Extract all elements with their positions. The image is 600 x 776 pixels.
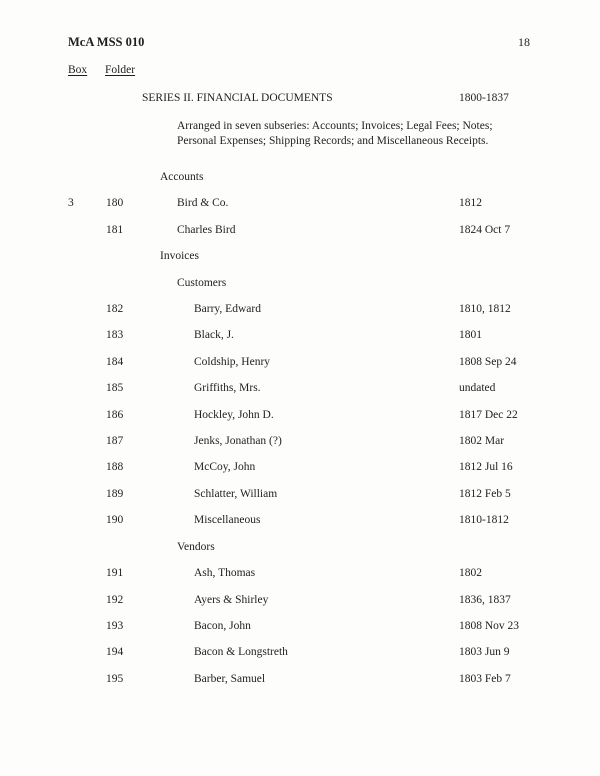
folder-date: 1802 Mar bbox=[459, 435, 505, 448]
folder-row bbox=[0, 514, 600, 540]
folder-number: 183 bbox=[106, 329, 124, 342]
folder-row bbox=[0, 197, 600, 223]
folder-date: 1801 bbox=[459, 329, 482, 342]
folder-number: 191 bbox=[106, 567, 124, 580]
folder-date: undated bbox=[459, 382, 496, 395]
folder-number: 180 bbox=[106, 197, 124, 210]
folder-title: Jenks, Jonathan (?) bbox=[194, 435, 282, 448]
folder-title: Griffiths, Mrs. bbox=[194, 382, 261, 395]
folder-title: Barry, Edward bbox=[194, 303, 261, 316]
folder-row bbox=[0, 303, 600, 329]
folder-number: 188 bbox=[106, 461, 124, 474]
folder-date: 1836, 1837 bbox=[459, 593, 511, 606]
folder-date: 1808 Sep 24 bbox=[459, 355, 517, 368]
folder-title: Bird & Co. bbox=[177, 197, 229, 210]
folder-title: Black, J. bbox=[194, 329, 234, 342]
folder-date: 1812 bbox=[459, 197, 482, 210]
subseries-heading-row bbox=[0, 250, 600, 276]
folder-number: 186 bbox=[106, 408, 124, 421]
folder-row bbox=[0, 646, 600, 672]
subseries-heading-row bbox=[0, 171, 600, 197]
folder-date: 1817 Dec 22 bbox=[459, 408, 518, 421]
folder-row bbox=[0, 329, 600, 355]
folder-number: 182 bbox=[106, 303, 124, 316]
folder-row bbox=[0, 594, 600, 620]
subseries-heading-row bbox=[0, 277, 600, 303]
folder-title: Coldship, Henry bbox=[194, 355, 271, 368]
folder-title: Barber, Samuel bbox=[194, 672, 266, 685]
folder-number: 187 bbox=[106, 435, 124, 448]
subseries-heading: Customers bbox=[177, 276, 227, 289]
series-arrangement-note bbox=[177, 119, 493, 149]
folder-title: Ash, Thomas bbox=[194, 567, 256, 580]
folder-number: 185 bbox=[106, 382, 124, 395]
folder-title: Bacon & Longstreth bbox=[194, 646, 288, 659]
folder-title: Schlatter, William bbox=[194, 487, 278, 500]
folder-row bbox=[0, 620, 600, 646]
folder-number: 193 bbox=[106, 619, 124, 632]
folder-number: 194 bbox=[106, 646, 124, 659]
folder-row bbox=[0, 409, 600, 435]
subseries-heading: Vendors bbox=[177, 540, 215, 553]
box-number: 3 bbox=[68, 197, 74, 210]
folder-title: Ayers & Shirley bbox=[194, 593, 269, 606]
folder-title: McCoy, John bbox=[194, 461, 256, 474]
folder-number: 195 bbox=[106, 672, 124, 685]
folder-date: 1808 Nov 23 bbox=[459, 619, 520, 632]
collection-id: McA MSS 010 bbox=[68, 35, 145, 49]
folder-title: Miscellaneous bbox=[194, 514, 261, 527]
folder-list bbox=[0, 171, 600, 699]
folder-number: 184 bbox=[106, 355, 124, 368]
subseries-heading-row bbox=[0, 541, 600, 567]
folder-row bbox=[0, 488, 600, 514]
folder-row bbox=[0, 356, 600, 382]
folder-row bbox=[0, 224, 600, 250]
folder-date: 1802 bbox=[459, 567, 482, 580]
series-arrangement-note-line1: Arranged in seven subseries: Accounts; Invoices; Legal Fees; Notes; bbox=[177, 120, 493, 132]
subseries-heading: Invoices bbox=[160, 250, 199, 263]
folder-title: Hockley, John D. bbox=[194, 408, 274, 421]
folder-title: Bacon, John bbox=[194, 619, 251, 632]
series-arrangement-note-line2: Personal Expenses; Shipping Records; and Miscellaneous Receipts. bbox=[177, 135, 489, 147]
folder-number: 192 bbox=[106, 593, 124, 606]
subseries-heading: Accounts bbox=[160, 171, 204, 183]
series-date: 1800-1837 bbox=[459, 92, 509, 104]
folder-number: 190 bbox=[106, 514, 124, 527]
folder-row bbox=[0, 382, 600, 408]
folder-date: 1803 Feb 7 bbox=[459, 672, 511, 685]
folder-row bbox=[0, 461, 600, 487]
column-header-folder: Folder bbox=[105, 64, 136, 76]
folder-date: 1812 Feb 5 bbox=[459, 487, 511, 500]
folder-date: 1810, 1812 bbox=[459, 303, 511, 316]
page-number: 18 bbox=[518, 35, 530, 49]
folder-row bbox=[0, 435, 600, 461]
folder-date: 1810-1812 bbox=[459, 514, 509, 527]
series-title: SERIES II. FINANCIAL DOCUMENTS bbox=[142, 92, 333, 104]
folder-row bbox=[0, 567, 600, 593]
folder-number: 189 bbox=[106, 487, 124, 500]
folder-date: 1812 Jul 16 bbox=[459, 461, 513, 474]
folder-row bbox=[0, 673, 600, 699]
folder-number: 181 bbox=[106, 223, 124, 236]
folder-date: 1824 Oct 7 bbox=[459, 223, 511, 236]
folder-title: Charles Bird bbox=[177, 223, 236, 236]
folder-date: 1803 Jun 9 bbox=[459, 646, 510, 659]
column-header-box: Box bbox=[68, 64, 88, 76]
